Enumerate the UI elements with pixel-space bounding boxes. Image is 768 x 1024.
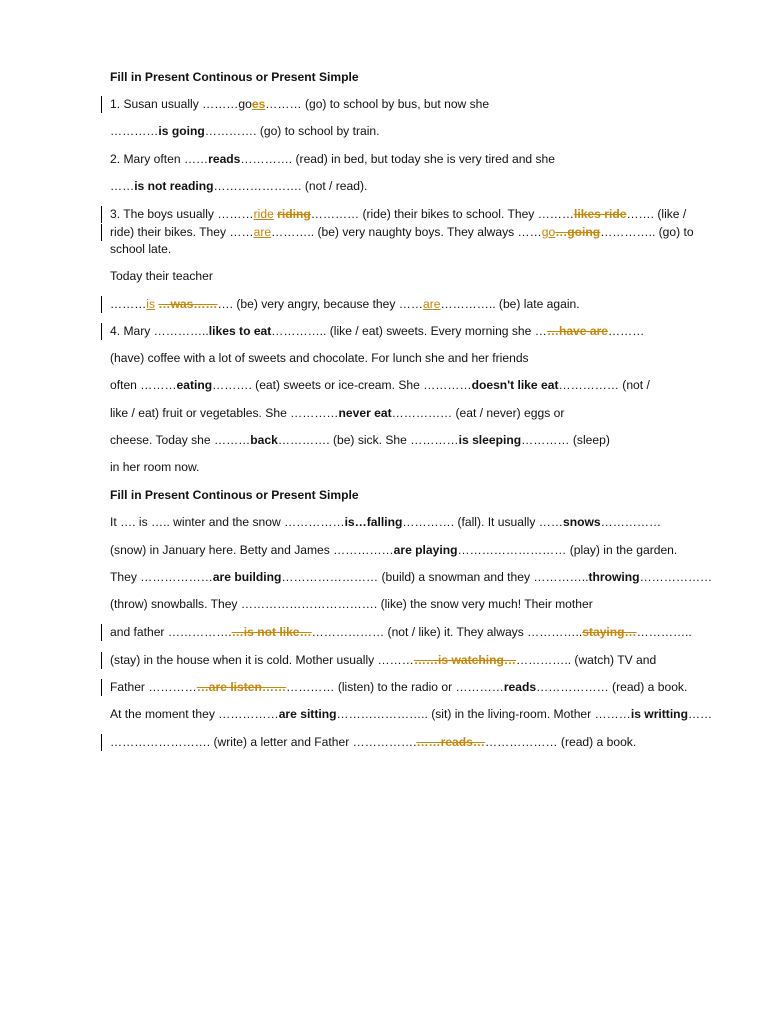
tracked-deletion: riding — [277, 207, 311, 221]
exercise-line: They ………………are building…………………… (build) a snowman and they …………..throwing……………… — [110, 570, 713, 584]
section-title: Fill in Present Continous or Present Simple — [110, 70, 359, 84]
tracked-insertion: are — [253, 225, 272, 239]
change-bar — [101, 734, 102, 751]
exercise-line: (snow) in January here. Betty and James ……………are playing……………………… (play) in the garden. — [110, 543, 678, 557]
change-bar — [101, 96, 102, 113]
tracked-deletion: ……is watching… — [413, 653, 516, 667]
answer: is going — [158, 124, 205, 138]
tracked-insertion: ride — [253, 207, 274, 221]
exercise-line: It …. is ….. winter and the snow ……………is…falling…………. (fall). It usually ……snows…………… — [110, 515, 662, 529]
tracked-insertion: go — [541, 225, 556, 239]
answer: doesn't like eat — [471, 378, 559, 392]
tracked-deletion: …are listen…… — [196, 680, 287, 694]
exercise-line: (stay) in the house when it is cold. Mother usually ……………is watching…………….. (watch) TV and — [110, 653, 657, 667]
exercise-line: and father …………….…is not like………………… (not / like) it. They always …………..staying…………….. — [110, 625, 692, 639]
tracked-deletion: …have are — [546, 324, 609, 338]
answer: reads — [503, 680, 537, 694]
answer: never eat — [338, 406, 392, 420]
exercise-line: Father ……………are listen……………… (listen) to the radio or …………reads……………… (read) a book. — [110, 680, 688, 694]
answer: is sleeping — [458, 433, 522, 447]
answer: snows — [562, 515, 601, 529]
answer: likes to eat — [208, 324, 272, 338]
answer: reads — [208, 152, 241, 166]
tracked-deletion: …was…… — [158, 297, 218, 311]
change-bar — [101, 206, 102, 223]
change-bar — [101, 624, 102, 641]
exercise-line: (have) coffee with a lot of sweets and chocolate. For lunch she and her friends — [110, 351, 529, 365]
change-bar — [101, 679, 102, 696]
exercise-line: ……………………. (write) a letter and Father …………….……reads………………… (read) a book. — [110, 735, 637, 749]
exercise-line: in her room now. — [110, 460, 200, 474]
tracked-deletion: ……reads… — [416, 735, 485, 749]
exercise-line: 2. Mary often ……reads…………. (read) in bed, but today she is very tired and she — [110, 152, 556, 166]
answer: is not reading — [134, 179, 214, 193]
exercise-line: often ………eating………. (eat) sweets or ice-cream. She …………doesn't like eat…………… (not / — [110, 378, 650, 392]
answer: eating — [176, 378, 213, 392]
exercise-line: ……is not reading…………………. (not / read). — [110, 179, 368, 193]
tracked-deletion: likes ride — [574, 207, 627, 221]
exercise-line: cheese. Today she ………back…………. (be) sick. She …………is sleeping………… (sleep) — [110, 433, 610, 447]
tracked-deletion: …is not like… — [231, 625, 312, 639]
exercise-line: like / eat) fruit or vegetables. She …………never eat…………… (eat / never) eggs or — [110, 406, 565, 420]
tracked-insertion: es — [251, 97, 266, 111]
change-bar — [101, 224, 102, 241]
tracked-insertion: is — [146, 297, 156, 311]
exercise-line: (throw) snowballs. They ……………………………. (like) the snow very much! Their mother — [110, 597, 593, 611]
answer: is writting — [630, 707, 688, 721]
change-bar — [101, 296, 102, 313]
section-title: Fill in Present Continous or Present Simple — [110, 488, 359, 502]
exercise-line: 3. The boys usually ………ride riding………… (ride) their bikes to school. They ………likes ride……. (like / — [110, 207, 687, 221]
answer: are playing — [393, 543, 458, 557]
change-bar — [101, 652, 102, 669]
exercise-line: 4. Mary …………..likes to eat………….. (like / eat) sweets. Every morning she ……have are……… — [110, 324, 645, 338]
exercise-line: Today their teacher — [110, 269, 213, 283]
exercise-line: school late. — [110, 242, 172, 256]
exercise-line: At the moment they ……………are sitting………………….. (sit) in the living-room. Mother ………is writting…… — [110, 707, 713, 721]
exercise-line: ………is …was………. (be) very angry, because they ……are………….. (be) late again. — [110, 297, 580, 311]
tracked-deletion: staying… — [582, 625, 637, 639]
answer: throwing — [588, 570, 640, 584]
answer: back — [250, 433, 278, 447]
exercise-line: …………is going…………. (go) to school by train. — [110, 124, 380, 138]
exercise-line: 1. Susan usually ………goes……… (go) to school by bus, but now she — [110, 97, 490, 111]
change-bar — [101, 323, 102, 340]
exercise-line: ride) their bikes. They ……are……….. (be) very naughty boys. They always ……go…going………….. (go) to — [110, 225, 694, 239]
tracked-deletion: …going — [555, 225, 601, 239]
answer: are building — [212, 570, 282, 584]
answer: are sitting — [278, 707, 337, 721]
tracked-insertion: are — [422, 297, 441, 311]
answer: is…falling — [344, 515, 403, 529]
